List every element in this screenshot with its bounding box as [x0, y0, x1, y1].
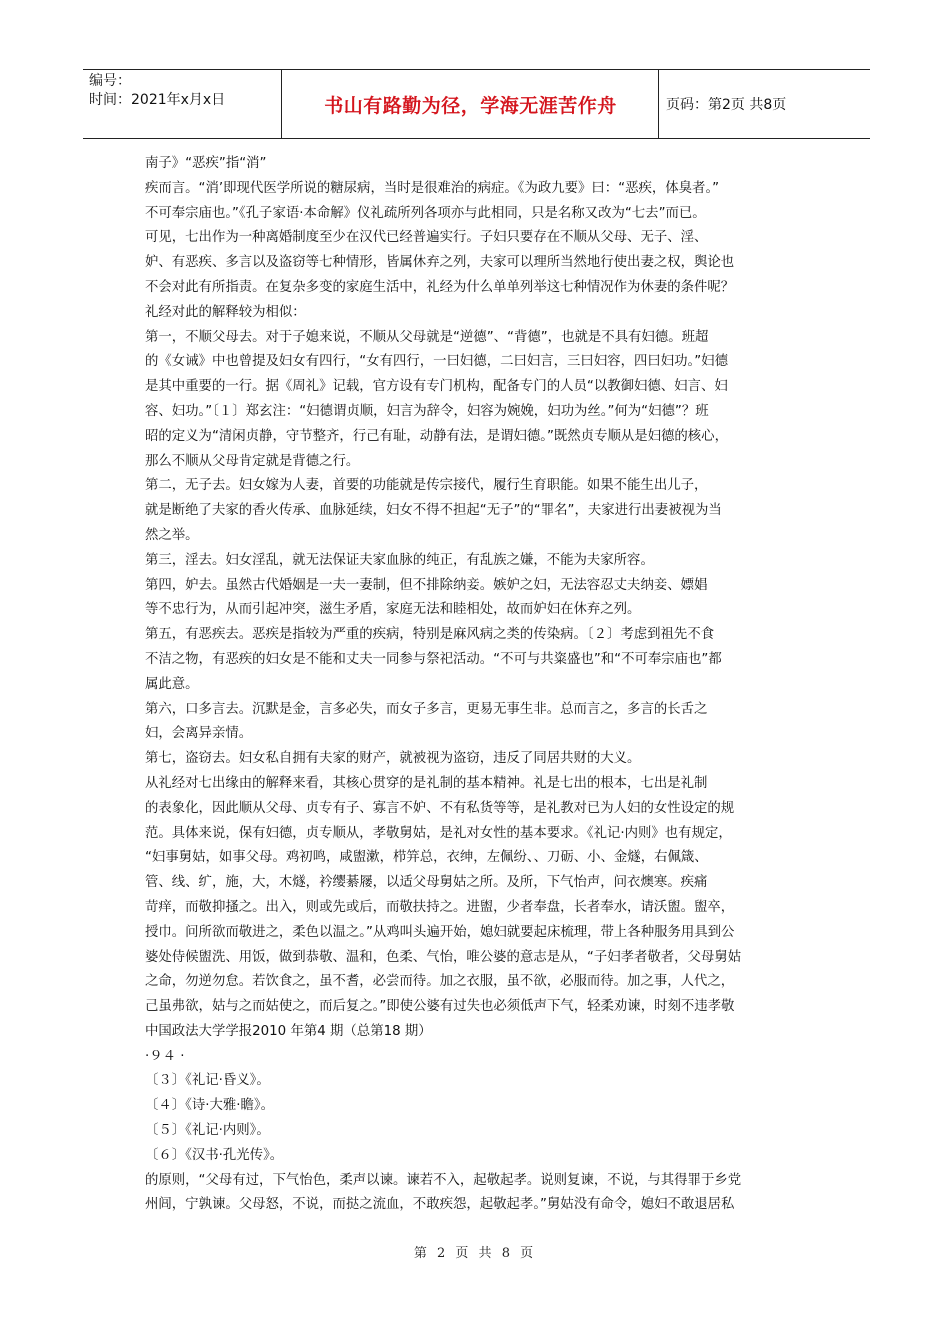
text-line: 的《女诫》中也曾提及妇女有四行，“女有四行，一曰妇德，二曰妇言，三曰妇容，四曰妇功。”妇德 [145, 354, 728, 370]
page-footer: 第 2 页 共 8 页 [413, 1246, 537, 1261]
text-line: 婆处侍候盥洗、用饭，做到恭敬、温和，色柔、气怡，唯公婆的意志是从，“子妇孝者敬者，父母舅姑 [145, 949, 742, 965]
text-line: 妒、有恶疾、多言以及盗窃等七种情形，皆属休弃之列，夫家可以理所当然地行使出妻之权，舆论也 [145, 255, 735, 271]
text-line: 就是断绝了夫家的香火传承、血脉延续，妇女不得不担起“无子”的“罪名”，夫家进行出妻被视为当 [145, 503, 722, 519]
text-line: 之命，勿逆勿怠。若饮食之，虽不耆，必尝而待。加之衣服，虽不欲，必服而待。加之事，人代之， [145, 974, 735, 990]
text-line: 第三，淫去。妇女淫乱，就无法保证夫家血脉的纯正，有乱族之嫌，不能为夫家所容。 [145, 552, 654, 568]
text-line: 范。具体来说，保有妇德，贞专顺从，孝敬舅姑，是礼对女性的基本要求。《礼记·内则》也有规定， [145, 825, 732, 841]
text-line: 不洁之物，有恶疾的妇女是不能和丈夫一同参与祭祀活动。“不可与共粢盛也”和“不可奉宗庙也”都 [145, 651, 722, 667]
text-line: 〔４〕《诗·大雅·瞻》。 [145, 1098, 275, 1114]
text-line: 〔６〕《汉书·孔光传》。 [145, 1147, 284, 1163]
text-line: 那么不顺从父母肯定就是背德之行。 [145, 453, 360, 469]
text-line: ·９４ · [145, 1048, 185, 1064]
text-line: 第二，无子去。妇女嫁为人妻，首要的功能就是传宗接代，履行生育职能。如果不能生出儿子， [145, 478, 708, 494]
page-header [83, 69, 870, 139]
text-line: 第五，有恶疾去。恶疾是指较为严重的疾病，特别是麻风病之类的传染病。〔２〕考虑到祖先不食 [145, 627, 715, 643]
text-line: 容、妇功。”〔１〕郑玄注：“妇德谓贞顺，妇言为辞令，妇容为婉娩，妇功为丝。”何为“妇德”？班 [145, 403, 709, 419]
text-line: 属此意。 [145, 676, 199, 692]
text-line: 然之举。 [145, 527, 199, 543]
text-line: 〔３〕《礼记·昏义》。 [145, 1073, 270, 1089]
text-line: 妇，会离异亲情。 [145, 726, 253, 742]
text-line: 第一，不顺父母去。对于子媳来说，不顺从父母就是“逆德”、“背德”，也就是不具有妇德。班超 [145, 329, 709, 345]
text-line: 疾而言。“消’即现代医学所说的糖尿病，当时是很难治的病症。《为政九要》曰：“恶疾，体臭者。” [145, 180, 720, 196]
text-line: 不会对此有所指责。在复杂多变的家庭生活中，礼经为什么单单列举这七种情况作为休妻的条件呢？ [145, 279, 735, 295]
text-line: 授巾。问所欲而敬进之，柔色以温之。”从鸡叫头遍开始，媳妇就要起床梳理，带上各种服务用具到公 [145, 924, 735, 940]
text-line: 中国政法大学学报2010 年第4 期（总第18 期） [145, 1023, 432, 1039]
header-meta [89, 72, 281, 136]
text-line: “妇事舅姑，如事父母。鸡初鸣，咸盥漱，栉笄总，衣绅，左佩纷、、刀砺、小、金燧，右佩箴、 [145, 850, 708, 866]
text-line: 从礼经对七出缘由的解释来看，其核心贯穿的是礼制的基本精神。礼是七出的根本，七出是礼制 [145, 775, 708, 791]
text-line: 的原则，“父母有过，下气怡色，柔声以谏。谏若不入，起敬起孝。说则复谏，不说，与其得罪于乡党 [145, 1172, 742, 1188]
text-line: 昭的定义为“清闲贞静，守节整齐，行己有耻，动静有法，是谓妇德。”既然贞专顺从是妇德的核心， [145, 428, 728, 444]
text-line: 第六，口多言去。沉默是金，言多必失，而女子多言，更易无事生非。总而言之，多言的长舌之 [145, 701, 708, 717]
document-date-label: 时间：2021年x月x日 [89, 92, 226, 108]
text-line: 的表象化，因此顺从父母、贞专有子、寡言不妒、不有私货等等，是礼教对已为人妇的女性设定的规 [145, 800, 735, 816]
text-line: 州闾，宁孰谏。父母怒，不说，而挞之流血，不敢疾怨，起敬起孝。”舅姑没有命令，媳妇不敢退居私 [145, 1197, 735, 1213]
text-line: 第四，妒去。虽然古代婚姻是一夫一妻制，但不排除纳妾。嫉妒之妇，无法容忍丈夫纳妾、嫖娼 [145, 577, 708, 593]
text-line: 是其中重要的一行。据《周礼》记载，官方设有专门机构，配备专门的人员“以教御妇德、妇言、妇 [145, 379, 728, 395]
text-line: 己虽弗欲，姑与之而姑使之，而后复之。”即使公婆有过失也必须低声下气，轻柔劝谏，时刻不违孝敬 [145, 999, 735, 1015]
text-line: 礼经对此的解释较为相似： [145, 304, 306, 320]
header-page-number: 页码：第2页 共8页 [666, 97, 787, 113]
header-motto: 书山有路勤为径，学海无涯苦作舟 [324, 94, 617, 117]
text-line: 管、线、纩，施，大，木燧，衿缨綦屦，以适父母舅姑之所。及所，下气怡声，问衣燠寒。疾痛 [145, 875, 708, 891]
header-divider [658, 70, 659, 138]
header-divider [281, 70, 282, 138]
text-line: 等不忠行为，从而引起冲突，滋生矛盾，家庭无法和睦相处，故而妒妇在休弃之列。 [145, 602, 641, 618]
text-line: 苛痒，而敬抑搔之。出入，则或先或后，而敬扶持之。进盥，少者奉盘，长者奉水，请沃盥。盥卒， [145, 899, 735, 915]
text-line: 不可奉宗庙也。”《孔子家语·本命解》仪礼疏所列各项亦与此相同，只是名称又改为“七去”而已。 [145, 205, 706, 221]
text-line: 南子》“恶疾”指“消” [145, 156, 267, 171]
text-line: 第七，盗窃去。妇女私自拥有夫家的财产，就被视为盗窃，违反了同居共财的大义。 [145, 751, 641, 767]
text-line: 〔５〕《礼记·内则》。 [145, 1123, 270, 1139]
text-line: 可见，七出作为一种离婚制度至少在汉代已经普遍实行。子妇只要存在不顺从父母、无子、淫、 [145, 230, 708, 246]
document-body [145, 152, 825, 1218]
document-number-label: 编号： [89, 73, 131, 89]
